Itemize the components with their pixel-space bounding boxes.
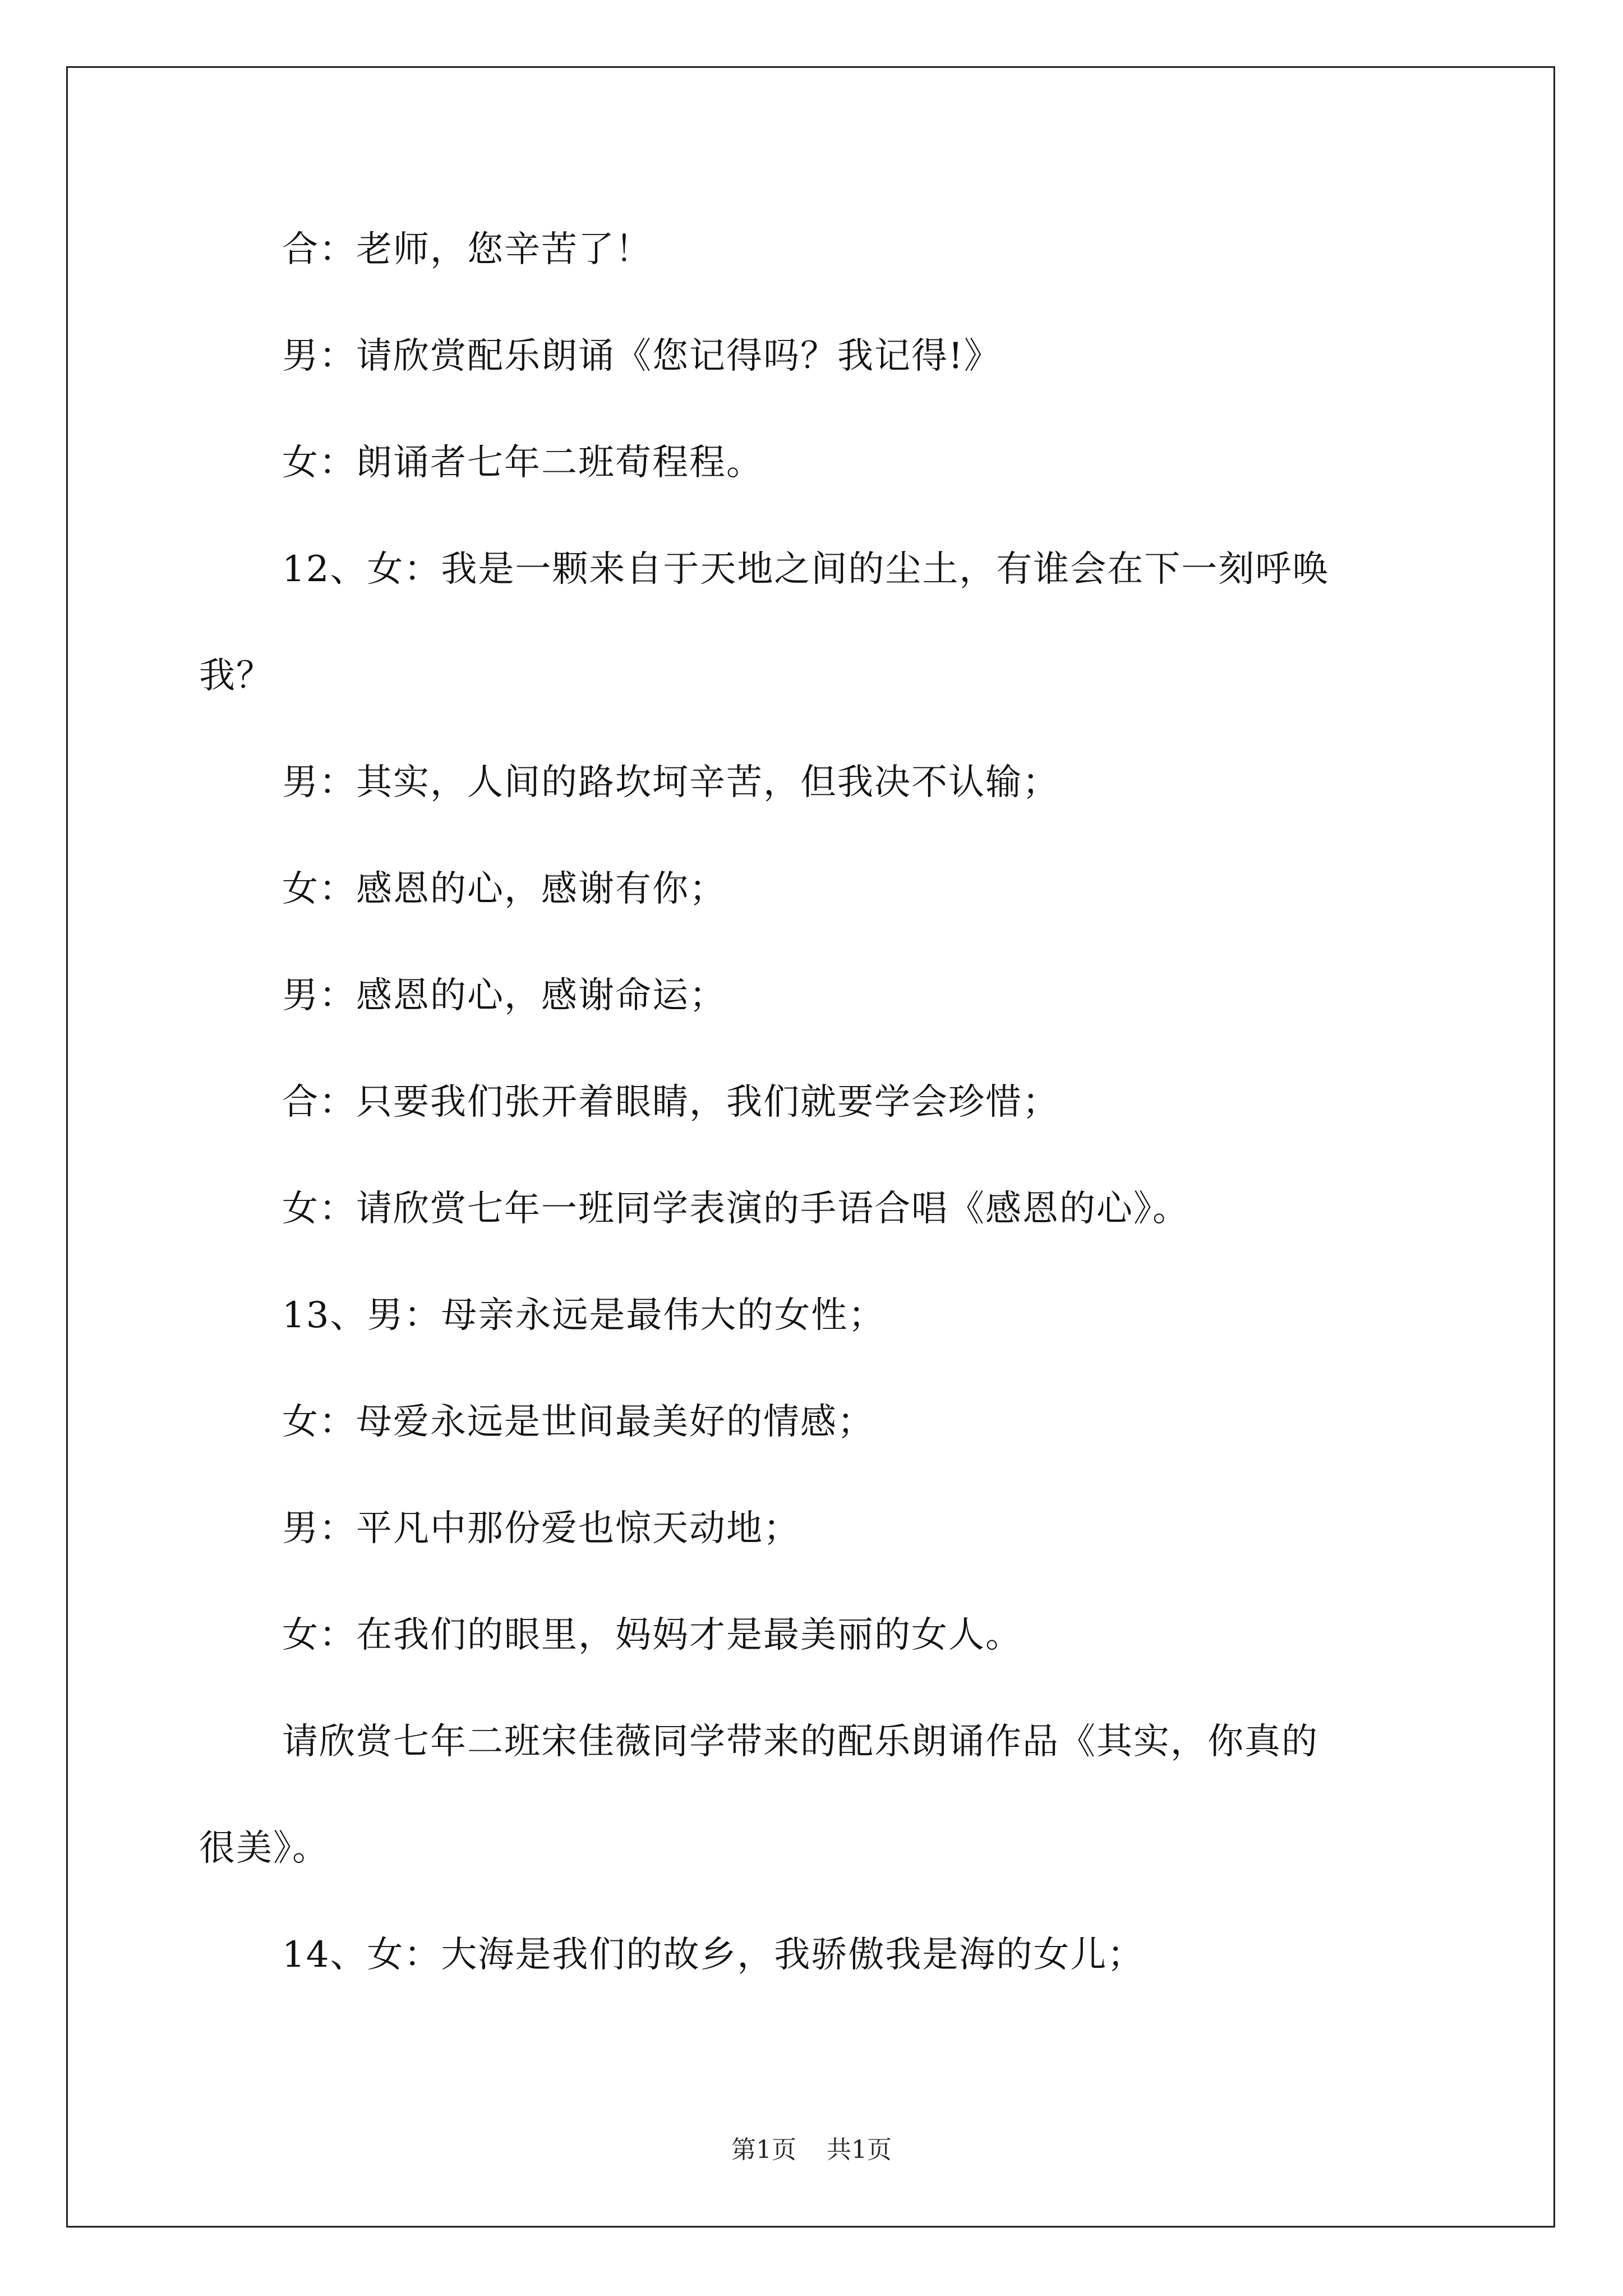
page-border bbox=[66, 66, 1555, 2228]
script-line: 请欣赏七年二班宋佳薇同学带来的配乐朗诵作品《其实，你真的 bbox=[282, 1721, 1318, 1763]
script-line: 女：朗诵者七年二班荀程程。 bbox=[282, 442, 763, 484]
page-total: 共1页 bbox=[827, 2136, 892, 2164]
script-line: 合：老师，您辛苦了！ bbox=[282, 229, 652, 270]
script-line: 女：在我们的眼里，妈妈才是最美丽的女人。 bbox=[282, 1614, 1022, 1656]
script-line: 女：母爱永远是世间最美好的情感； bbox=[282, 1401, 874, 1443]
script-line: 男：感恩的心，感谢命运； bbox=[282, 975, 726, 1016]
script-line: 男：其实，人间的路坎坷辛苦，但我决不认输； bbox=[282, 762, 1059, 803]
script-line: 14、女：大海是我们的故乡，我骄傲我是海的女儿； bbox=[282, 1934, 1145, 1976]
script-line: 男：平凡中那份爱也惊天动地； bbox=[282, 1508, 800, 1549]
script-line-continuation: 我？ bbox=[199, 655, 273, 697]
script-line: 12、女：我是一颗来自于天地之间的尘土，有谁会在下一刻呼唤 bbox=[282, 549, 1330, 590]
page-current: 第1页 bbox=[731, 2136, 796, 2164]
script-line: 13、男：母亲永远是最伟大的女性； bbox=[282, 1295, 886, 1336]
page-footer bbox=[0, 2134, 1623, 2166]
script-line-continuation: 很美》。 bbox=[199, 1828, 329, 1869]
script-line: 男：请欣赏配乐朗诵《您记得吗？我记得!》 bbox=[282, 335, 1001, 377]
script-line: 女：感恩的心，感谢有你； bbox=[282, 868, 726, 910]
script-line: 女：请欣赏七年一班同学表演的手语合唱《感恩的心》。 bbox=[282, 1188, 1189, 1230]
script-line: 合：只要我们张开着眼睛，我们就要学会珍惜； bbox=[282, 1082, 1059, 1123]
